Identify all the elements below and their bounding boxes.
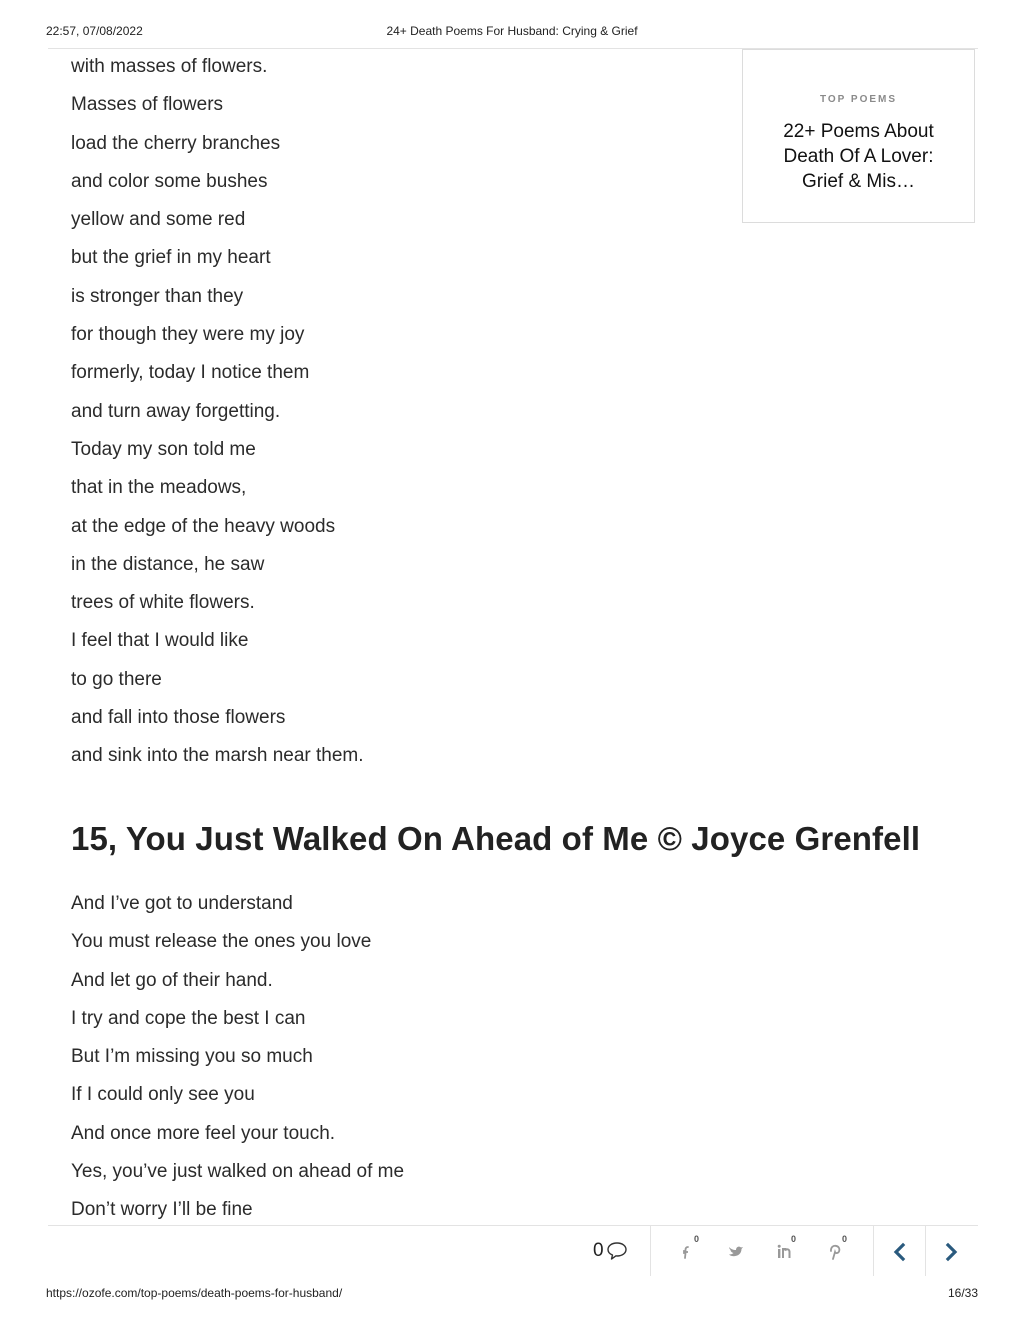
poem-line: for though they were my joy xyxy=(71,324,305,346)
comment-bubble-icon xyxy=(606,1241,628,1261)
print-url: https://ozofe.com/top-poems/death-poems-for-husband/ xyxy=(46,1286,343,1300)
nav-separator-inner xyxy=(925,1226,926,1276)
poem-line: But I’m missing you so much xyxy=(71,1046,313,1068)
poem-line: at the edge of the heavy woods xyxy=(71,515,336,537)
poem-line: trees of white flowers. xyxy=(71,592,255,614)
poem-line: load the cherry branches xyxy=(71,132,281,154)
print-header xyxy=(46,24,978,42)
poem-line: to go there xyxy=(71,668,162,690)
facebook-icon xyxy=(680,1244,694,1260)
poem-line: I feel that I would like xyxy=(71,630,249,652)
poem-line: And let go of their hand. xyxy=(71,969,273,991)
twitter-icon xyxy=(728,1244,744,1258)
chevron-right-icon xyxy=(939,1240,963,1264)
poem-line: I try and cope the best I can xyxy=(71,1007,306,1029)
share-separator xyxy=(650,1226,651,1276)
poem-line: yellow and some red xyxy=(71,209,246,231)
facebook-share-button[interactable] xyxy=(680,1234,708,1264)
previous-button[interactable] xyxy=(888,1240,914,1264)
pinterest-icon xyxy=(828,1244,842,1260)
poem-line: Yes, you’ve just walked on ahead of me xyxy=(71,1161,405,1183)
poem-line: that in the meadows, xyxy=(71,477,247,499)
top-poems-widget[interactable] xyxy=(742,49,975,223)
print-datetime: 22:57, 07/08/2022 xyxy=(46,24,143,38)
next-button[interactable] xyxy=(939,1240,965,1264)
section-heading: 15, You Just Walked On Ahead of Me © Joyce Grenfell xyxy=(71,820,921,857)
poem-line: and fall into those flowers xyxy=(71,707,286,729)
print-page-title: 24+ Death Poems For Husband: Crying & Grief xyxy=(386,24,638,38)
poem-line: is stronger than they xyxy=(71,285,244,307)
top-poems-kicker: TOP POEMS xyxy=(819,94,898,105)
poem-line: formerly, today I notice them xyxy=(71,362,310,384)
poem-continued xyxy=(71,55,711,783)
comment-count: 0 xyxy=(593,1240,604,1261)
twitter-share-button[interactable] xyxy=(728,1240,756,1264)
facebook-count: 0 xyxy=(694,1234,700,1244)
print-page-number: 16/33 xyxy=(947,1286,978,1300)
poem-line: and turn away forgetting. xyxy=(71,400,281,422)
poem-line: Today my son told me xyxy=(71,438,256,460)
linkedin-icon xyxy=(777,1244,793,1260)
top-poems-link[interactable]: 22+ Poems About Death Of A Lover: Grief & Mis… xyxy=(783,121,934,192)
print-footer xyxy=(46,1286,978,1302)
poem-line: and sink into the marsh near them. xyxy=(71,745,364,767)
poem-line: with masses of flowers. xyxy=(71,56,268,77)
linkedin-count: 0 xyxy=(791,1234,797,1244)
pinterest-count: 0 xyxy=(842,1234,848,1244)
poem-line: but the grief in my heart xyxy=(71,247,271,269)
poem-line: Don’t worry I’ll be fine xyxy=(71,1199,253,1221)
pinterest-share-button[interactable] xyxy=(828,1234,856,1264)
poem-line: You must release the ones you love xyxy=(71,931,372,953)
share-bar xyxy=(0,1226,1024,1278)
poem-you-just-walked-on xyxy=(71,892,711,1237)
comments-button[interactable] xyxy=(593,1240,628,1262)
poem-line: Masses of flowers xyxy=(71,94,224,116)
poem-line: in the distance, he saw xyxy=(71,553,265,575)
nav-separator xyxy=(873,1226,874,1276)
poem-line: If I could only see you xyxy=(71,1084,255,1106)
poem-line: And I’ve got to understand xyxy=(71,893,293,914)
poem-line: And once more feel your touch. xyxy=(71,1122,336,1144)
poem-line: and color some bushes xyxy=(71,170,268,192)
linkedin-share-button[interactable] xyxy=(777,1234,805,1264)
chevron-left-icon xyxy=(888,1240,912,1264)
